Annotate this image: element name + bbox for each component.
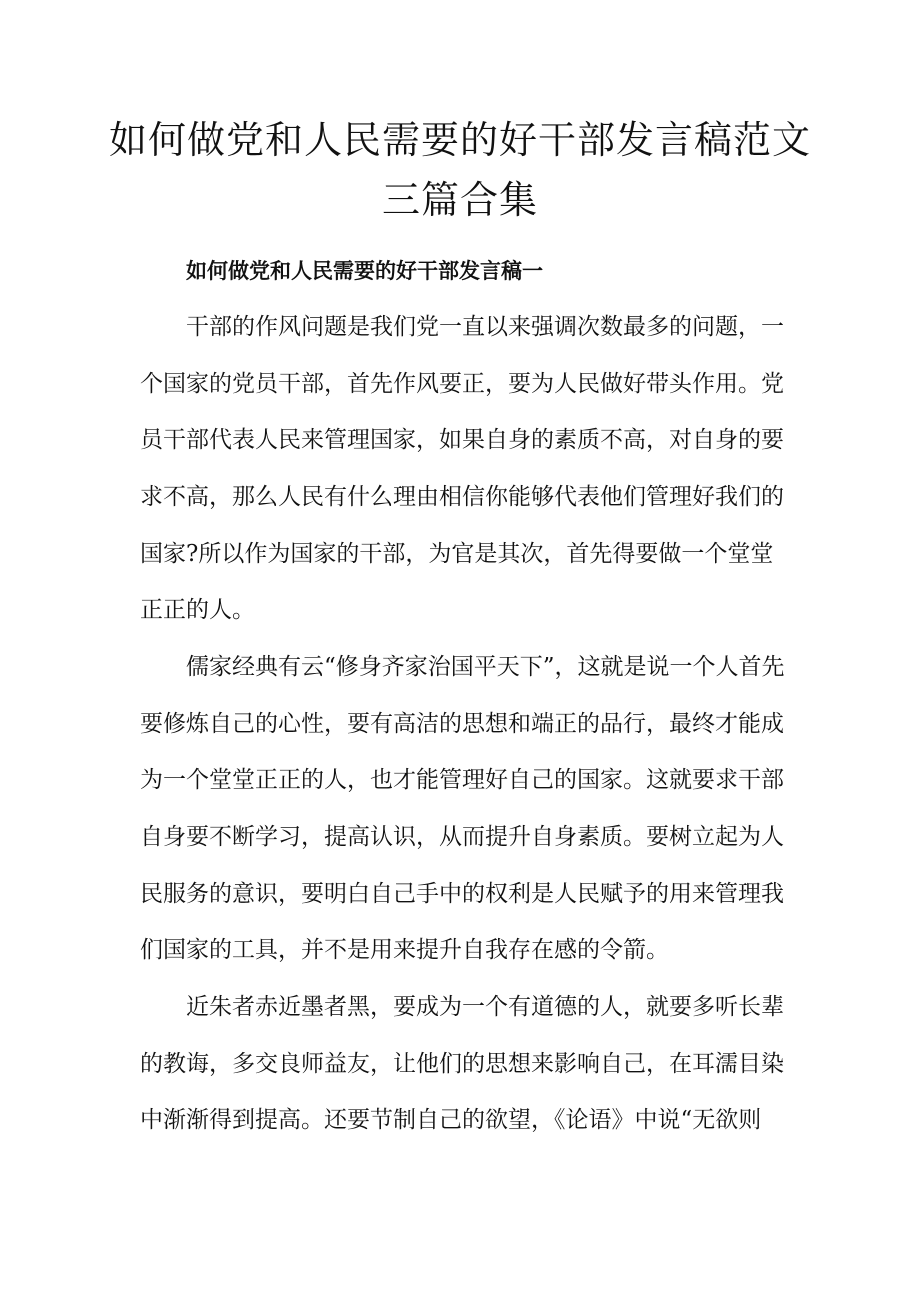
paragraph-1-line-2: 个国家的党员干部，首先作风要正，要为人民做好带头作用。党 — [140, 371, 784, 397]
paragraph-2-line-2: 要修炼自己的心性，要有高洁的思想和端正的品行，最终才能成 — [140, 711, 784, 737]
paragraph-1-line-5: 国家?所以作为国家的干部，为官是其次，首先得要做一个堂堂 — [140, 541, 774, 567]
paragraph-2-line-4: 自身要不断学习，提高认识，从而提升自身素质。要树立起为人 — [140, 824, 784, 850]
paragraph-1-line-1: 干部的作风问题是我们党一直以来强调次数最多的问题，一 — [186, 314, 784, 340]
document-title-line-2: 三篇合集 — [381, 178, 538, 222]
paragraph-2-line-3: 为一个堂堂正正的人，也才能管理好自己的国家。这就要求干部 — [140, 767, 784, 793]
paragraph-3-line-1: 近朱者赤近墨者黑，要成为一个有道德的人，就要多听长辈 — [186, 994, 784, 1020]
paragraph-2-line-6: 们国家的工具，并不是用来提升自我存在感的令箭。 — [140, 937, 669, 963]
paragraph-1-line-4: 求不高，那么人民有什么理由相信你能够代表他们管理好我们的 — [140, 484, 784, 510]
section-heading: 如何做党和人民需要的好干部发言稿一 — [186, 258, 543, 283]
paragraph-2-line-5: 民服务的意识，要明白自己手中的权利是人民赋予的用来管理我 — [140, 881, 784, 907]
document-title-line-1: 如何做党和人民需要的好干部发言稿范文 — [108, 118, 811, 162]
paragraph-3-line-2: 的教诲，多交良师益友，让他们的思想来影响自己，在耳濡目染 — [140, 1051, 784, 1077]
paragraph-1-line-3: 员干部代表人民来管理国家，如果自身的素质不高，对自身的要 — [140, 427, 784, 453]
paragraph-3-line-3: 中渐渐得到提高。还要节制自己的欲望，《论语》中说“无欲则 — [140, 1107, 762, 1133]
paragraph-2-line-1: 儒家经典有云“修身齐家治国平天下”，这就是说一个人首先 — [186, 654, 785, 680]
paragraph-1-line-6: 正正的人。 — [140, 597, 255, 623]
